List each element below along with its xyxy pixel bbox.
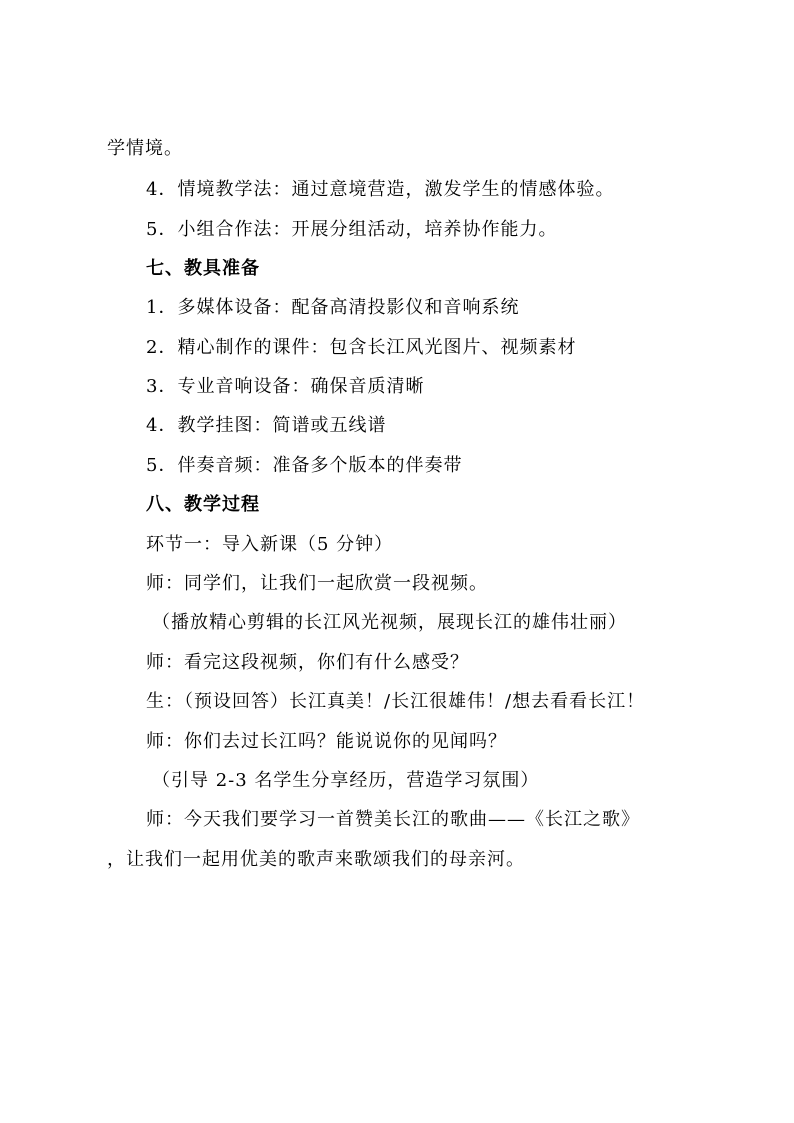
aid-item-2: 2．精心制作的课件：包含长江风光图片、视频素材	[146, 337, 577, 358]
dialogue-line: 师：同学们，让我们一起欣赏一段视频。	[146, 573, 488, 594]
aid-item-4: 4．教学挂图：简谱或五线谱	[146, 415, 387, 436]
dialogue-line: 师：今天我们要学习一首赞美长江的歌曲——《长江之歌》	[146, 809, 640, 830]
dialogue-continuation: ，让我们一起用优美的歌声来歌颂我们的母亲河。	[107, 849, 525, 870]
stage-direction: （引导 2-3 名学生分享经历，营造学习氛围）	[152, 770, 540, 791]
process-step-1: 环节一：导入新课（5 分钟）	[146, 534, 394, 555]
section-heading-teaching-process: 八、教学过程	[146, 494, 260, 515]
stage-direction: （播放精心剪辑的长江风光视频，展现长江的雄伟壮丽）	[152, 612, 627, 633]
section-heading-teaching-aids: 七、教具准备	[146, 258, 260, 279]
dialogue-line: 生：（预设回答）长江真美！/长江很雄伟！/想去看看长江！	[146, 691, 646, 712]
dialogue-line: 师：你们去过长江吗？能说说你的见闻吗？	[146, 731, 507, 752]
aid-item-1: 1．多媒体设备：配备高清投影仪和音响系统	[146, 297, 520, 318]
text-line-continuation: 学情境。	[107, 138, 183, 159]
method-item-5: 5．小组合作法：开展分组活动，培养协作能力。	[146, 219, 558, 240]
dialogue-line: 师：看完这段视频，你们有什么感受？	[146, 652, 469, 673]
aid-item-3: 3．专业音响设备：确保音质清晰	[146, 376, 425, 397]
method-item-4: 4．情境教学法：通过意境营造，激发学生的情感体验。	[146, 179, 615, 200]
aid-item-5: 5．伴奏音频：准备多个版本的伴奏带	[146, 455, 463, 476]
